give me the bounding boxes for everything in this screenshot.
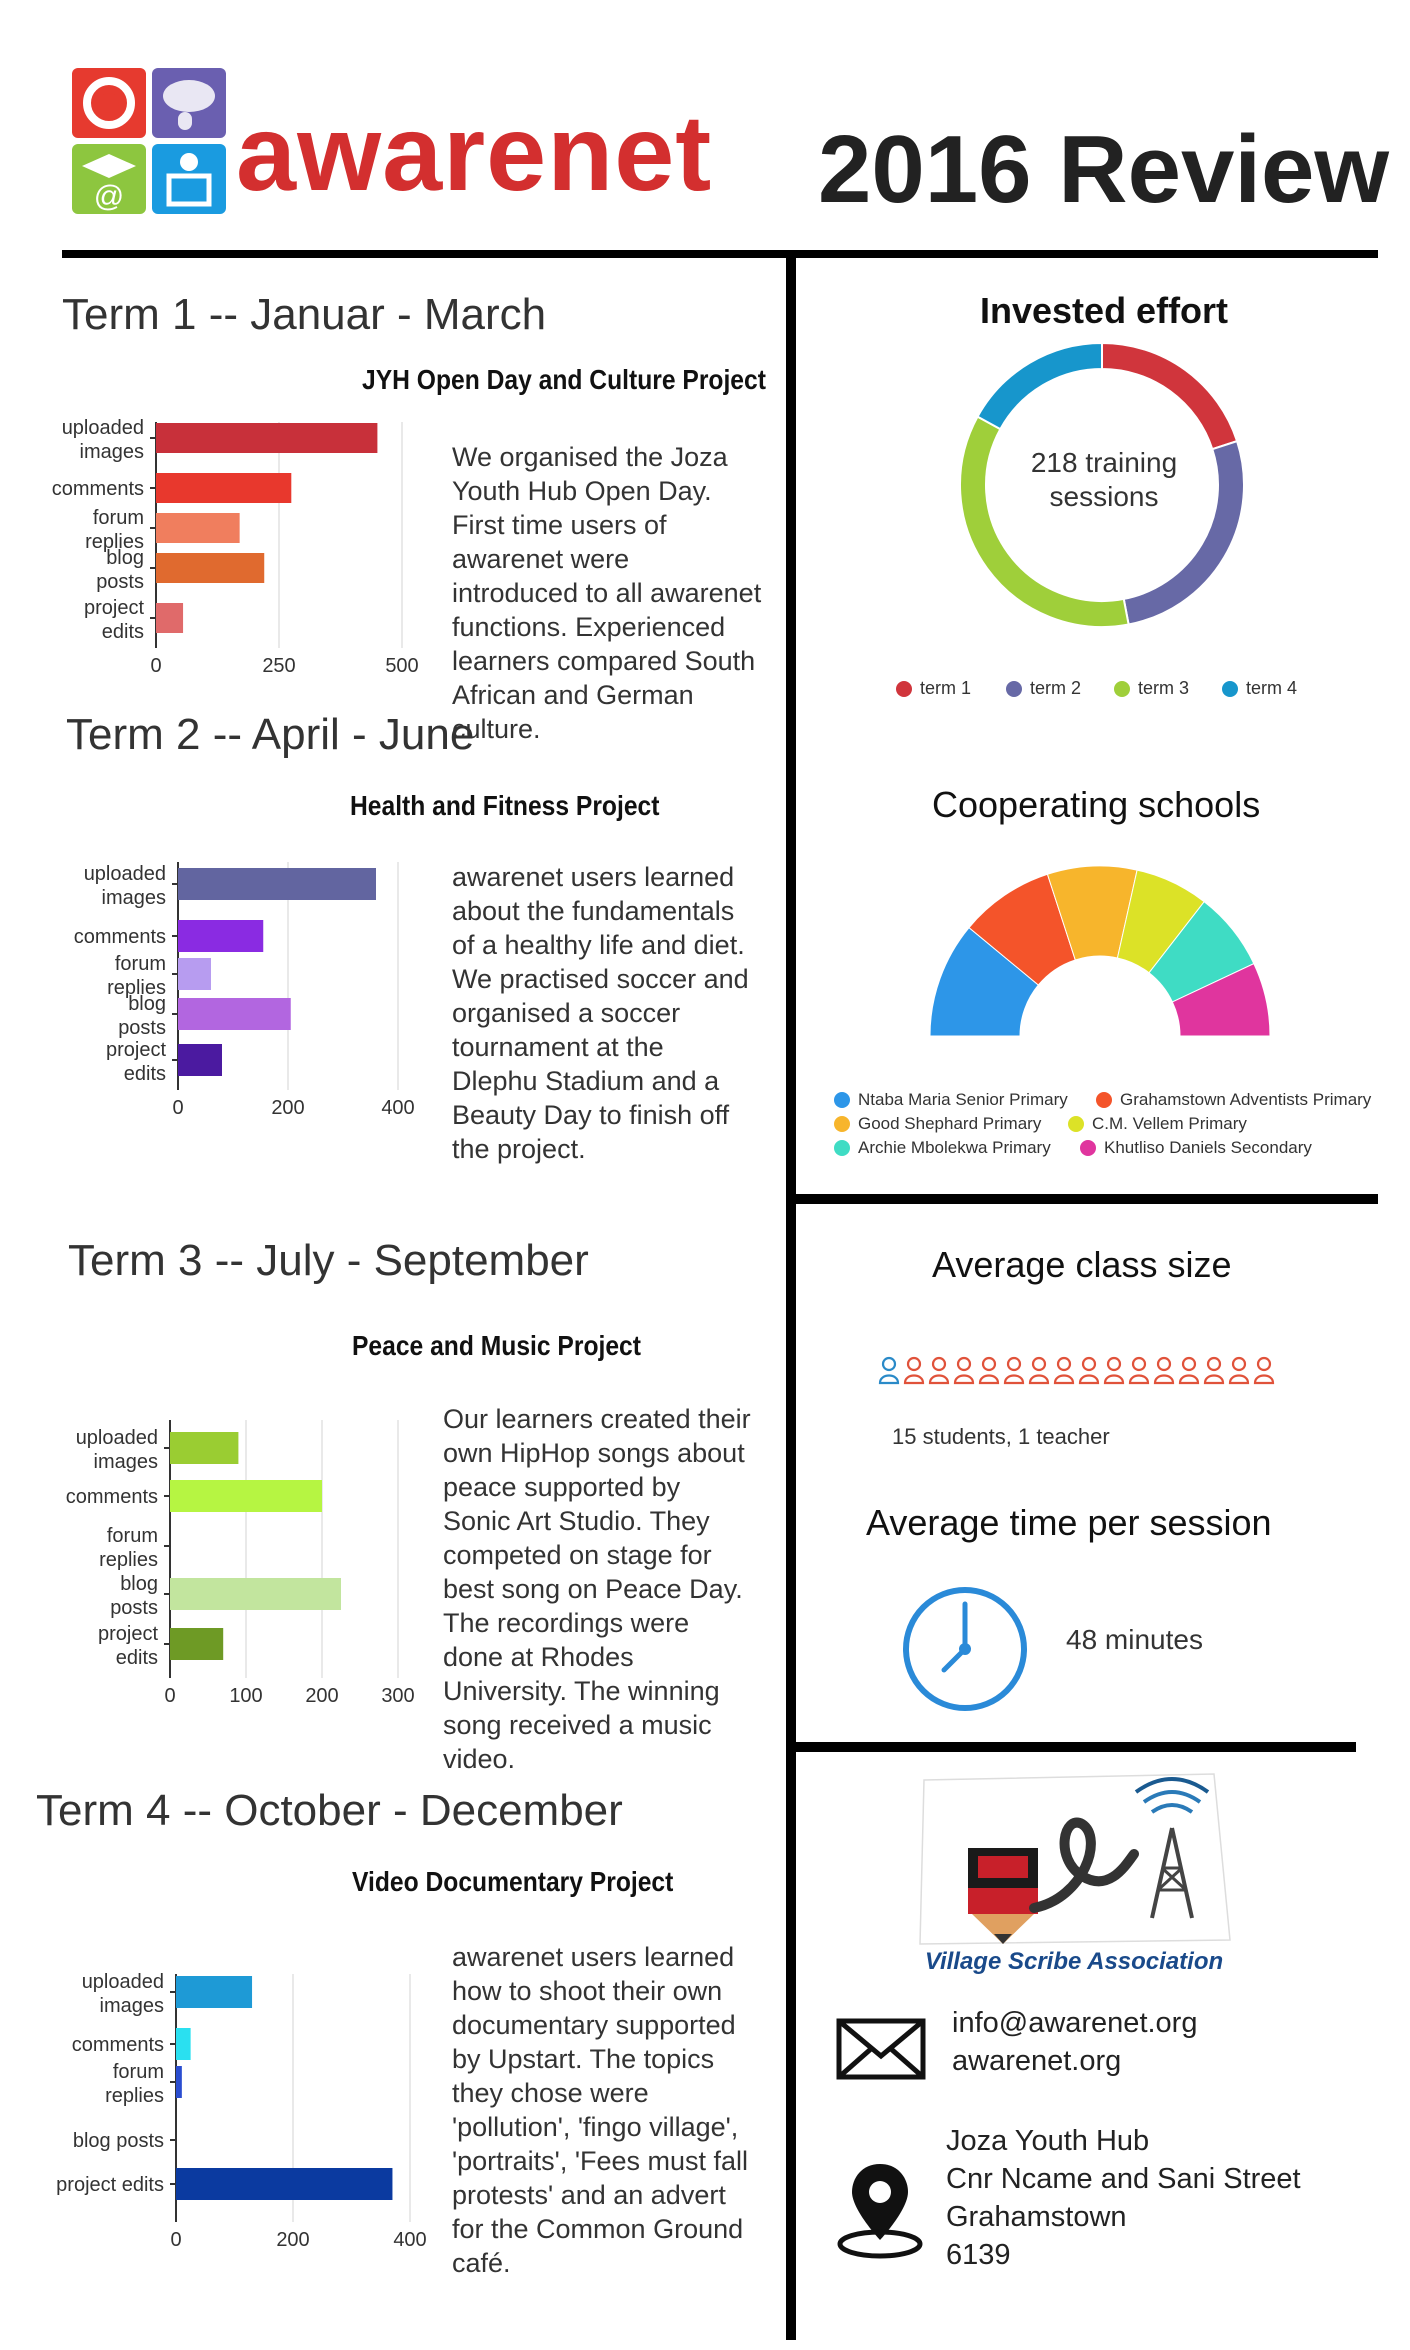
bar <box>170 1578 341 1610</box>
term-3-project-title: Peace and Music Project <box>352 1330 641 1361</box>
x-tick-label: 200 <box>305 1685 339 1707</box>
x-tick-label: 300 <box>381 1685 415 1707</box>
legend-item <box>1096 1090 1371 1110</box>
student-person-icon <box>1255 1358 1273 1383</box>
category-label: forum replies <box>105 2061 164 2107</box>
bar <box>178 998 291 1030</box>
student-person-icon <box>980 1358 998 1383</box>
legend-label: C.M. Vellem Primary <box>1092 1114 1247 1133</box>
bar <box>170 1628 223 1660</box>
teacher-person-icon <box>880 1358 898 1383</box>
category-label: project edits <box>97 1623 158 1669</box>
donut-slice <box>1102 343 1237 449</box>
category-label: project edits <box>105 1039 166 1085</box>
category-label: blog posts <box>118 993 166 1039</box>
address-line: 6139 <box>946 2239 1011 2271</box>
location-pin-icon <box>834 2160 926 2260</box>
category-label: project edits <box>56 2174 164 2196</box>
student-person-icon <box>1155 1358 1173 1383</box>
session-time-heading: Average time per session <box>866 1502 1272 1543</box>
class-size-caption: 15 students, 1 teacher <box>892 1424 1110 1449</box>
category-label: forum replies <box>85 507 144 553</box>
brand-name: awarenet <box>236 92 713 213</box>
term-4-title: Term 4 -- October - December <box>36 1786 623 1835</box>
bar <box>176 1976 252 2008</box>
legend-item <box>1114 678 1189 699</box>
legend-swatch <box>1080 1140 1096 1156</box>
category-label: comments <box>65 1486 158 1508</box>
legend-label: Ntaba Maria Senior Primary <box>858 1090 1068 1109</box>
invested-effort-heading: Invested effort <box>980 290 1229 331</box>
x-tick-label: 200 <box>276 2229 310 2251</box>
category-label: uploaded images <box>81 1971 164 2017</box>
student-person-icon <box>1205 1358 1223 1383</box>
legend-item <box>1222 678 1297 699</box>
contact-email[interactable]: info@awarenet.org <box>952 2007 1198 2039</box>
legend-swatch <box>1006 681 1022 697</box>
term-2-title: Term 2 -- April - June <box>66 710 475 759</box>
bar <box>178 1044 222 1076</box>
term-4-bar-chart <box>20 1960 440 2260</box>
legend-item <box>834 1138 1051 1158</box>
category-label: blog posts <box>96 547 144 593</box>
legend-item <box>896 678 971 699</box>
x-tick-label: 250 <box>262 655 296 677</box>
effort-center-text <box>1008 446 1200 514</box>
legend-label: Grahamstown Adventists Primary <box>1120 1090 1372 1109</box>
legend-label: term 4 <box>1246 678 1298 698</box>
legend-item <box>1068 1114 1247 1134</box>
village-scribe-text: Village Scribe Association <box>924 1948 1224 1975</box>
bar <box>178 920 263 952</box>
contact-website[interactable]: awarenet.org <box>952 2045 1122 2077</box>
category-label: forum replies <box>107 953 166 999</box>
term-2-bar-chart <box>40 850 430 1140</box>
awarenet-logo <box>70 66 230 218</box>
address-line: Cnr Ncame and Sani Street <box>946 2163 1301 2195</box>
x-tick-label: 100 <box>229 1685 263 1707</box>
awarenet-logo-icon <box>70 66 230 218</box>
category-label: comments <box>73 926 166 948</box>
student-person-icon <box>1105 1358 1123 1383</box>
legend-label: Archie Mbolekwa Primary <box>858 1138 1051 1157</box>
legend-item <box>1006 678 1081 699</box>
student-person-icon <box>905 1358 923 1383</box>
student-person-icon <box>930 1358 948 1383</box>
svg-text:@: @ <box>93 180 125 213</box>
term-4-description: awarenet users learned how to shoot their own documentary supported by Upstart. The topics they chose were 'pollution', 'fingo village', 'portraits', 'Fees must fall protests' and an advert for the Common Ground café. <box>452 1942 749 2278</box>
header-rule <box>62 250 1378 258</box>
legend-item <box>1080 1138 1312 1158</box>
bar <box>170 1480 322 1512</box>
category-label: uploaded images <box>61 417 144 463</box>
student-person-icon <box>955 1358 973 1383</box>
legend-label: term 1 <box>920 678 972 698</box>
bar <box>156 513 240 543</box>
bar <box>156 423 377 453</box>
category-label: comments <box>71 2034 164 2056</box>
bar <box>178 958 211 990</box>
x-tick-label: 0 <box>172 1097 184 1119</box>
x-tick-label: 400 <box>393 2229 427 2251</box>
right-rule-2 <box>796 1742 1356 1752</box>
envelope-icon-wrap <box>836 2018 926 2085</box>
legend-swatch <box>834 1092 850 1108</box>
student-person-icon <box>1030 1358 1048 1383</box>
category-label: forum replies <box>99 1525 158 1571</box>
location-pin-icon-wrap <box>834 2160 926 2265</box>
class-size-people-icons <box>876 1356 1326 1386</box>
category-label: blog posts <box>110 1573 158 1619</box>
legend-label: term 3 <box>1138 678 1190 698</box>
term-1-bar-chart <box>20 408 420 688</box>
class-size-heading: Average class size <box>932 1244 1232 1285</box>
legend-item <box>834 1090 1068 1110</box>
bar <box>156 473 291 503</box>
term-3-title: Term 3 -- July - September <box>68 1236 589 1285</box>
envelope-icon <box>836 2018 926 2080</box>
x-tick-label: 0 <box>170 2229 182 2251</box>
student-person-icon <box>1130 1358 1148 1383</box>
term-3-description: Our learners created their own HipHop songs about peace supported by Sonic Art Studio. They competed on stage for best song on Peace Day. The recordings were done at Rhodes University. The winning song received a music video. <box>443 1404 751 1774</box>
donut-slice <box>978 343 1102 429</box>
legend-item <box>834 1114 1041 1134</box>
effort-legend <box>896 678 1336 708</box>
student-person-icon <box>1080 1358 1098 1383</box>
village-scribe-logo <box>914 1768 1234 1978</box>
x-tick-label: 200 <box>271 1097 305 1119</box>
category-label: project edits <box>83 597 144 643</box>
effort-center-line2: sessions <box>1049 481 1159 512</box>
x-tick-label: 400 <box>381 1097 415 1119</box>
cooperating-schools-heading: Cooperating schools <box>932 784 1261 825</box>
legend-label: term 2 <box>1030 678 1082 698</box>
category-label: comments <box>51 478 144 500</box>
legend-swatch <box>834 1116 850 1132</box>
address-line: Joza Youth Hub <box>946 2125 1150 2157</box>
term-1-description: We organised the Joza Youth Hub Open Day. First time users of awarenet were introduced to all awarenet functions. Experienced learners compared South African and German culture. <box>452 442 762 744</box>
legend-label: Good Shephard Primary <box>858 1114 1042 1133</box>
legend-swatch <box>1114 681 1130 697</box>
legend-swatch <box>834 1140 850 1156</box>
student-person-icon <box>1005 1358 1023 1383</box>
bar <box>178 868 376 900</box>
student-person-icon <box>1230 1358 1248 1383</box>
page-title: 2016 Review <box>818 116 1390 223</box>
x-tick-label: 0 <box>150 655 162 677</box>
student-person-icon <box>1180 1358 1198 1383</box>
x-tick-label: 500 <box>385 655 419 677</box>
x-tick-label: 0 <box>164 1685 176 1707</box>
legend-swatch <box>896 681 912 697</box>
term-1-title: Term 1 -- Januar - March <box>62 290 547 339</box>
village-scribe-emblem <box>914 1768 1234 1948</box>
vertical-divider <box>786 258 796 2340</box>
clock-icon-wrap <box>900 1584 1030 1719</box>
legend-swatch <box>1222 681 1238 697</box>
bar <box>156 603 183 633</box>
bar <box>156 553 264 583</box>
schools-legend <box>834 1090 1374 1170</box>
category-label: blog posts <box>72 2130 164 2152</box>
term-1-project-title: JYH Open Day and Culture Project <box>362 364 766 395</box>
term-2-description: awarenet users learned about the fundamentals of a healthy life and diet. We practised soccer and organised a soccer tournament at the Dlephu Stadium and a Beauty Day to finish off the project. <box>452 862 749 1164</box>
session-time-value: 48 minutes <box>1066 1624 1203 1655</box>
term-4-project-title: Video Documentary Project <box>352 1866 674 1897</box>
bar <box>176 2066 182 2098</box>
address-line: Grahamstown <box>946 2201 1127 2233</box>
bar <box>176 2168 392 2200</box>
cooperating-schools-chart <box>920 850 1280 1050</box>
contact-address <box>946 2122 1301 2274</box>
student-person-icon <box>1055 1358 1073 1383</box>
category-label: uploaded images <box>83 863 166 909</box>
term-3-bar-chart <box>20 1410 440 1710</box>
legend-swatch <box>1096 1092 1112 1108</box>
category-label: uploaded images <box>75 1427 158 1473</box>
term-2-project-title: Health and Fitness Project <box>350 790 660 821</box>
clock-icon <box>900 1584 1030 1714</box>
effort-center-line1: 218 training <box>1030 447 1178 478</box>
legend-swatch <box>1068 1116 1084 1132</box>
legend-label: Khutliso Daniels Secondary <box>1104 1138 1312 1157</box>
bar <box>170 1432 238 1464</box>
right-rule-1 <box>796 1194 1378 1204</box>
bar <box>176 2028 191 2060</box>
